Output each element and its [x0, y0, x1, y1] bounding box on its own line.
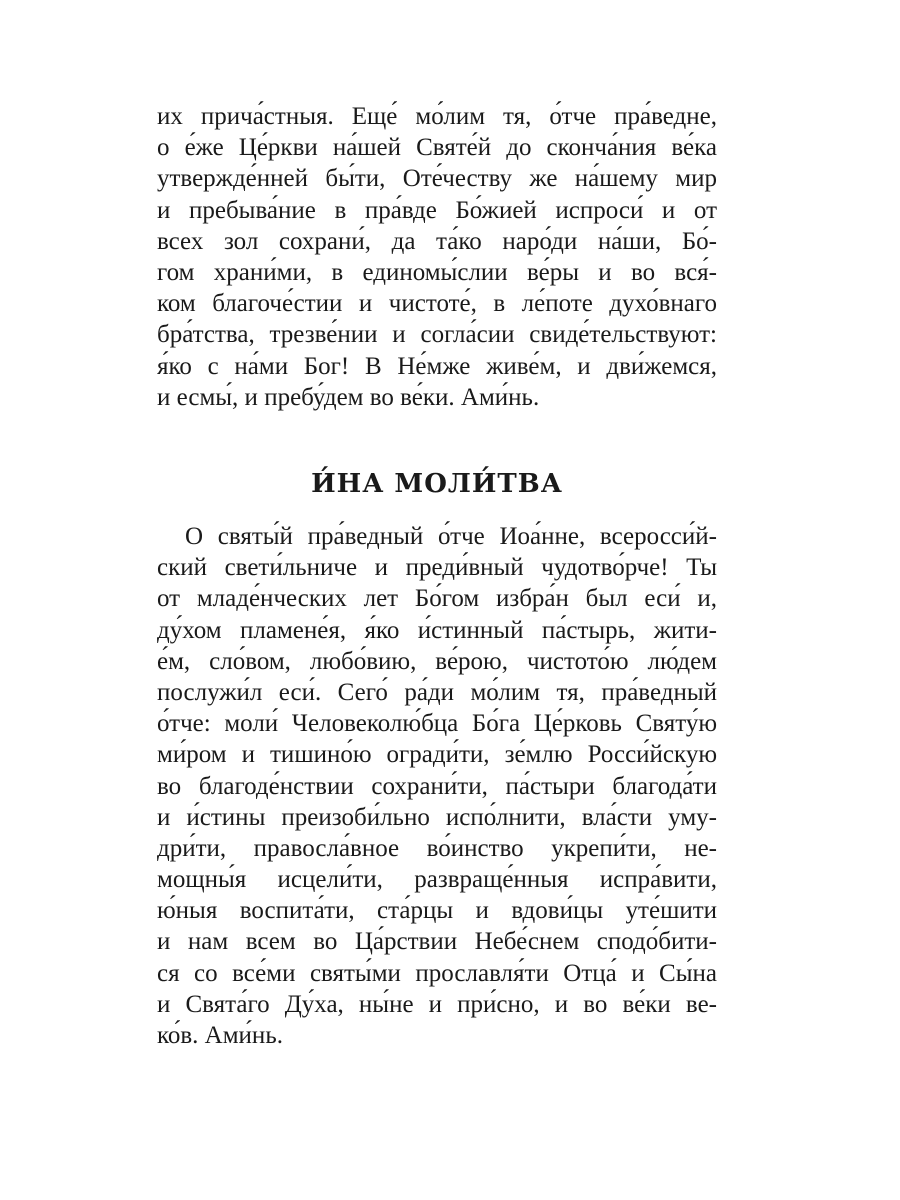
text-line: послужи́л еси́. Сего́ ра́ди мо́лим тя, пра́ведный: [157, 678, 717, 706]
text-line: во благоде́нствии сохрани́ти, па́стыри благода́ти: [157, 772, 717, 800]
text-line: ко́в. Ами́нь.: [157, 1022, 283, 1049]
paragraph-prayer-ending: [157, 101, 717, 413]
text-line: и есмы́, и пребу́дем во ве́ки. Ами́нь.: [157, 383, 540, 411]
text-line: о е́же Це́ркви на́шей Святе́й до сконча́ния ве́ка: [157, 134, 717, 162]
text-line: от младе́нческих лет Бо́гом избра́н был еси́ и,: [157, 585, 717, 613]
text-line: О святы́й пра́ведный о́тче Иоа́нне, всеросси́й-: [185, 523, 717, 550]
text-line: утвержде́нней бы́ти, Оте́честву же на́шему мир: [157, 165, 717, 193]
text-line: их прича́стныя. Еще́ мо́лим тя, о́тче пра́ведне,: [157, 103, 717, 130]
paragraph-another-prayer: [157, 521, 717, 1051]
text-line: ский свети́льниче и преди́вный чудотво́рче! Ты: [157, 554, 717, 582]
section-heading: И́НА МОЛИ́ТВА: [311, 469, 563, 499]
text-line: и нам всем во Ца́рствии Небе́снем сподо́бити-: [157, 928, 717, 956]
text-line: ком благоче́стии и чистоте́, в ле́поте духо́внаго: [157, 290, 717, 318]
text-line: ся со все́ми святы́ми прославля́ти Отца́ и Сы́на: [157, 959, 717, 987]
text-line: гом храни́ми, в единомы́слии ве́ры и во вся́-: [157, 258, 717, 286]
text-line: дри́ти, правосла́вное во́инство укрепи́ти, не-: [157, 834, 717, 862]
text-line: и пребыва́ние в пра́вде Бо́жией испроси́ и от: [157, 196, 717, 224]
text-line: ми́ром и тишино́ю огради́ти, зе́млю Росси́йскую: [157, 741, 717, 769]
text-line: мощны́я исцели́ти, развраще́нныя испра́вити,: [157, 866, 717, 894]
text-line: ю́ныя воспита́ти, ста́рцы и вдови́цы уте́шити: [157, 897, 717, 925]
text-line: и и́стины преизоби́льно испо́лнити, вла́сти уму-: [157, 803, 717, 831]
text-line: я́ко с на́ми Бог! В Не́мже живе́м, и дви́жемся,: [157, 352, 717, 380]
text-line: бра́тства, трезве́нии и согла́сии свиде́тельствуют:: [157, 321, 717, 349]
text-line: и Свята́го Ду́ха, ны́не и при́сно, и во ве́ки ве-: [157, 990, 717, 1018]
text-line: о́тче: моли́ Человеколю́бца Бо́га Це́рковь Святу́ю: [157, 710, 717, 738]
text-line: е́м, сло́вом, любо́вию, ве́рою, чистото́ю лю́дем: [157, 647, 717, 675]
text-line: всех зол сохрани́, да та́ко наро́ди на́ши, Бо́-: [157, 227, 717, 255]
text-line: ду́хом пламене́я, я́ко и́стинный па́стырь, жити-: [157, 616, 717, 644]
